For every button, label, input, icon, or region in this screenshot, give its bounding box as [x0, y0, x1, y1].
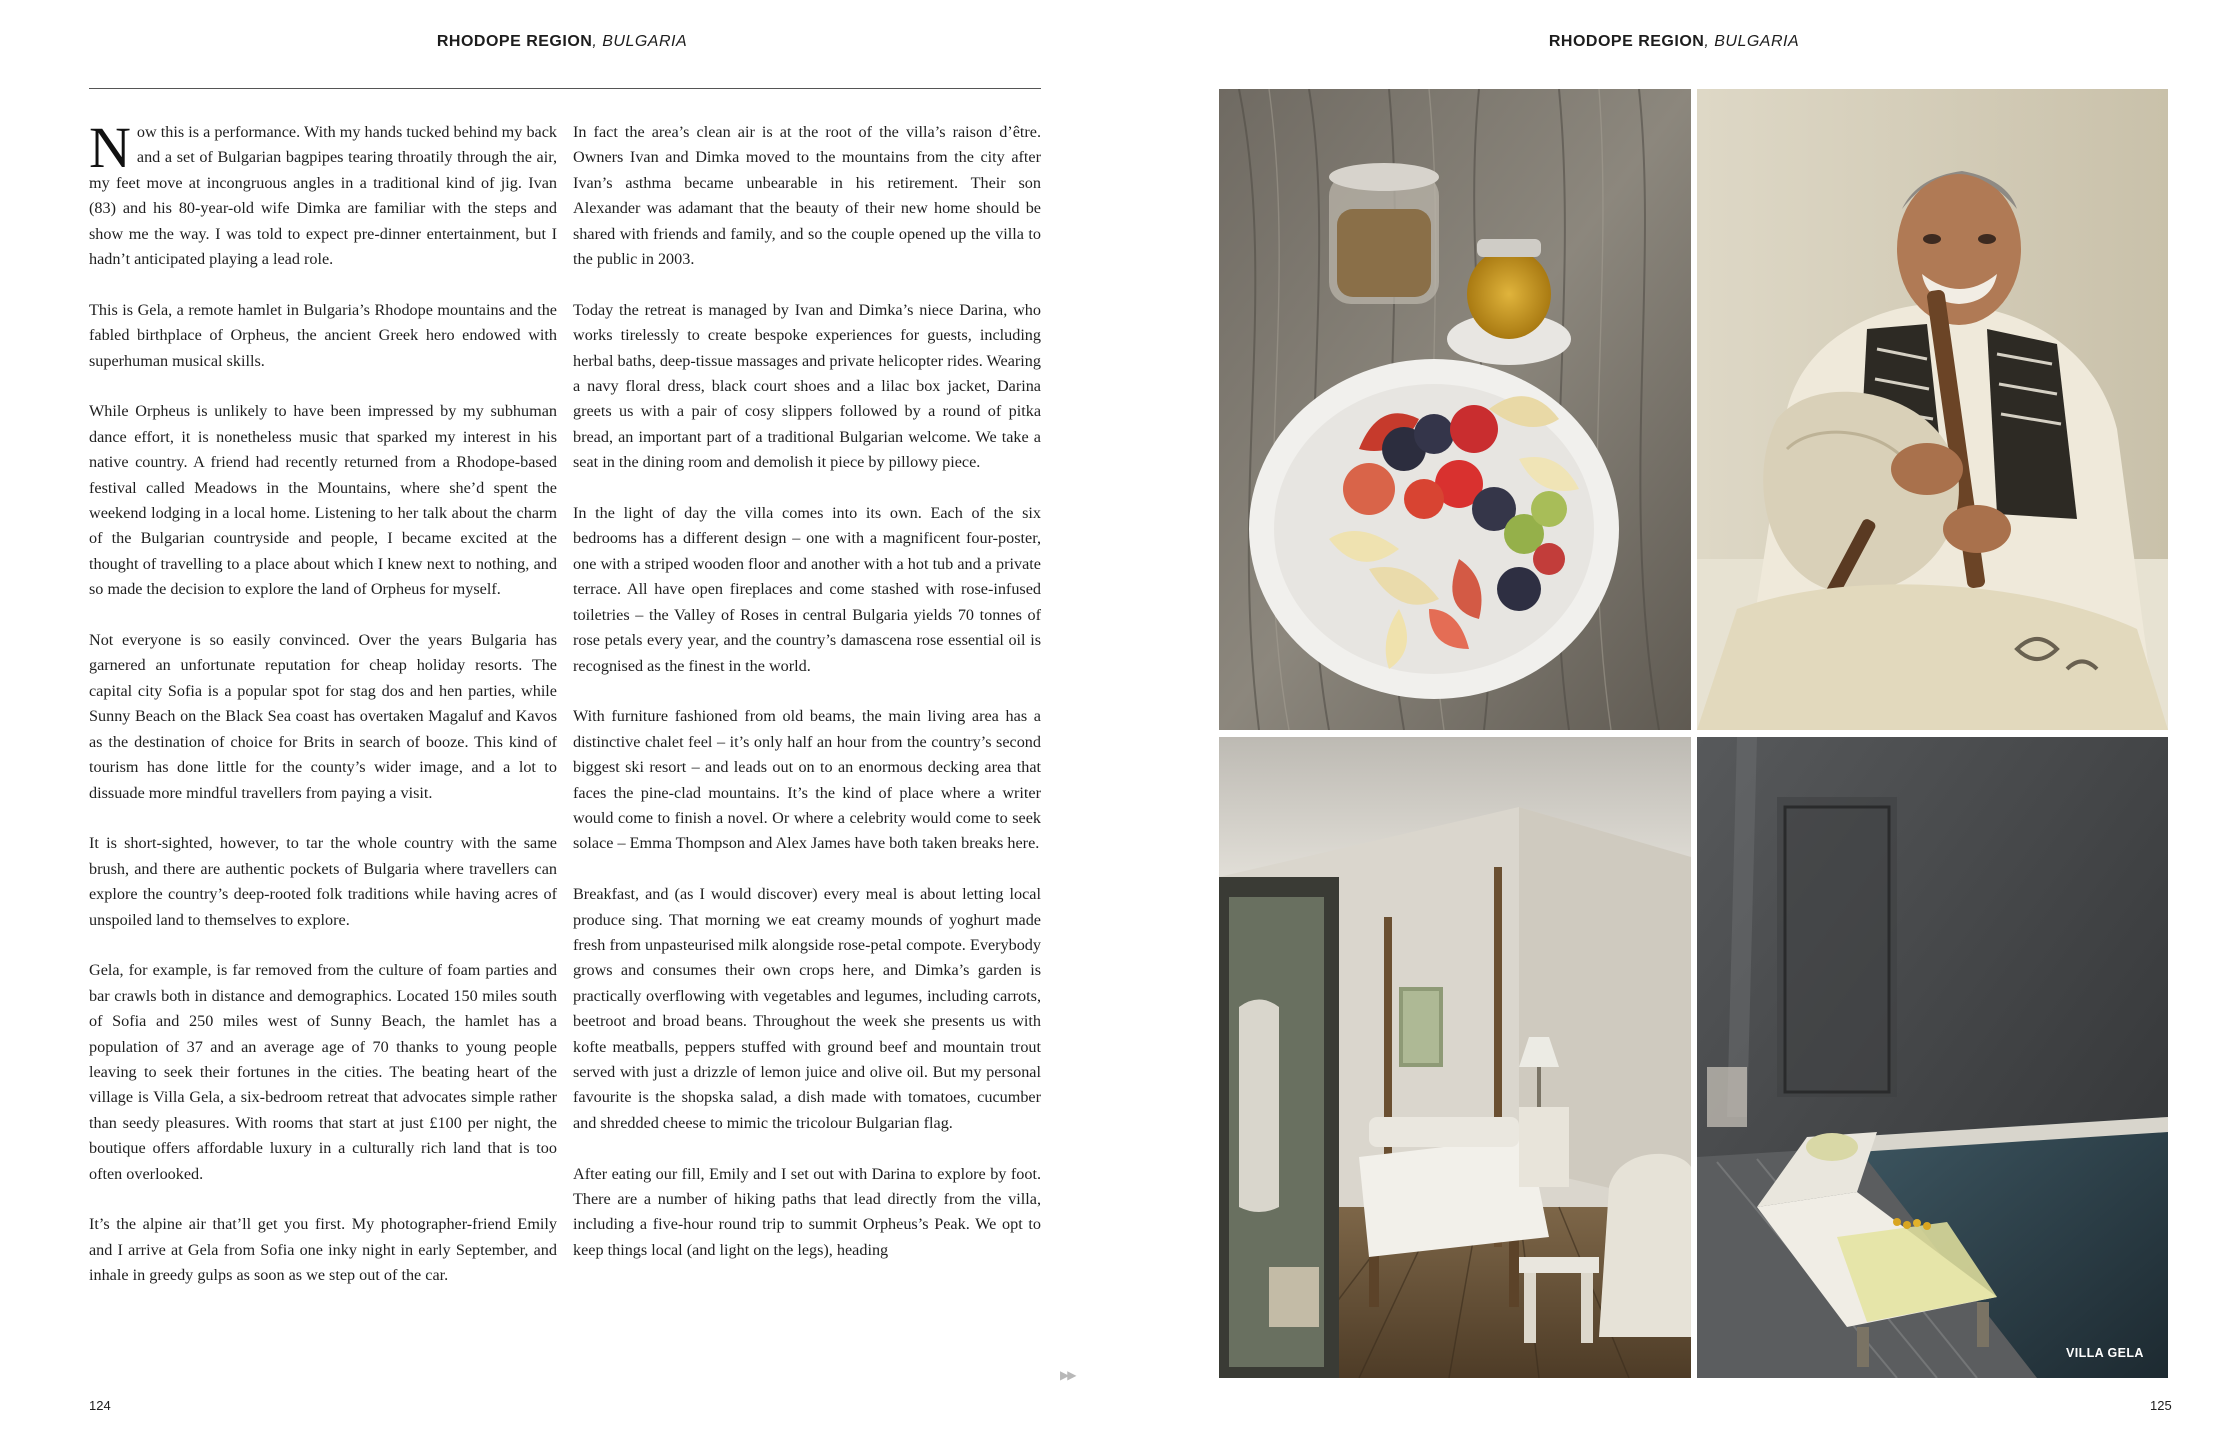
photo-fruit-plate	[1219, 89, 1691, 730]
photo-indoor-pool	[1697, 737, 2168, 1378]
page-number: 124	[89, 1398, 111, 1413]
text-column-1	[89, 115, 557, 1289]
running-head-region: RHODOPE REGION	[1548, 33, 1705, 50]
paragraph: With furniture fashioned from old beams, the main living area has a distinctive chalet feel – it’s only half an hour from the country’s second biggest ski resort – and leads out on to an enormous decking area that faces the pine-clad mountains. It’s the kind of place where a writer would come to finish a novel. Or where a celebrity would come to seek solace – Emma Thompson and Alex James have both taken breaks here.	[573, 707, 1041, 853]
paragraph-opening	[89, 115, 557, 272]
drop-cap: N	[89, 115, 131, 180]
running-head-region: RHODOPE REGION	[436, 33, 593, 50]
paragraph: Breakfast, and (as I would discover) every meal is about letting local produce sing. That morning we eat creamy mounds of yoghurt made fresh from unpasteurised milk alongside rose-petal compote. Everybody grows and consumes their own crops here, and Dimka’s garden is practically overflowing with vegetables and legumes, including carrots, beetroot and broad beans. Throughout the week she presents us with kofte meatballs, peppers stuffed with ground beef and mountain trout served with just a drizzle of lemon juice and olive oil. But my personal favourite is the shopska salad, a dish made with tomatoes, cucumber and shredded cheese to mimic the tricolour Bulgarian flag.	[573, 885, 1041, 1132]
photo-bagpiper	[1697, 89, 2168, 730]
paragraph: It is short-sighted, however, to tar the whole country with the same brush, and there are authentic pockets of Bulgaria where travellers can explore the country’s deep-rooted folk traditions while having acres of unspoiled land to themselves to explore.	[89, 834, 557, 929]
paragraph: In the light of day the villa comes into its own. Each of the six bedrooms has a different design – one with a magnificent four-poster, one with a striped wooden floor and another with a hot tub and a private terrace. All have open fireplaces and come stashed with rose-infused toiletries – the Valley of Roses in central Bulgaria yields 70 tonnes of rose petals every year, and the country’s damascena rose essential oil is recognised as the finest in the world.	[573, 504, 1041, 675]
double-triangle-right-icon: ▶▶	[1060, 1368, 1075, 1382]
running-head-left	[0, 33, 1116, 51]
running-head-country: , BULGARIA	[1704, 33, 1800, 50]
paragraph: While Orpheus is unlikely to have been impressed by my subhuman dance effort, it is nonetheless music that sparked my interest in his native country. A friend had recently returned from a Rhodope-based festival called Meadows in the Mountains, where she’d spent the weekend lodging in a local home. Listening to her talk about the charm of the Bulgarian countryside and people, I became excited at the thought of travelling to a place about which I knew next to nothing, and so made the decision to explore the land of Orpheus for myself.	[89, 402, 557, 599]
text-column-2	[573, 120, 1041, 1263]
paragraph: This is Gela, a remote hamlet in Bulgaria’s Rhodope mountains and the fabled birthplace of Orpheus, the ancient Greek hero endowed with superhuman musical skills.	[89, 300, 557, 370]
opening-text: ow this is a performance. With my hands tucked behind my back and a set of Bulgarian bagpipes tearing throatily through the air, my feet move at incongruous angles in a traditional kind of jig. Ivan (83) and his 80-year-old wife Dimka are familiar with the steps and show me the way. I was told to expect pre-dinner entertainment, but I hadn’t anticipated playing a lead role.	[89, 123, 557, 269]
paragraph: Not everyone is so easily convinced. Over the years Bulgaria has garnered an unfortunate reputation for cheap holiday resorts. The capital city Sofia is a popular spot for stag dos and hen parties, while Sunny Beach on the Black Sea coast has overtaken Magaluf and Kavos as the destination of choice for Brits in search of booze. This kind of tourism has done little for the county’s wider image, and a lot to dissuade more mindful travellers from paying a visit.	[89, 631, 557, 802]
paragraph: In fact the area’s clean air is at the root of the villa’s raison d’être. Owners Ivan and Dimka moved to the mountains from the city after Ivan’s asthma became unbearable in his retirement. Their son Alexander was adamant that the beauty of their new home should be shared with friends and family, and so the couple opened up the villa to the public in 2003.	[573, 123, 1041, 269]
photo-credit: VILLA GELA	[2066, 1346, 2144, 1360]
page-number: 125	[2150, 1398, 2172, 1413]
header-rule	[89, 88, 1041, 89]
paragraph: Gela, for example, is far removed from the culture of foam parties and bar crawls both in distance and demographics. Located 150 miles south of Sofia and 250 miles west of Sunny Beach, the hamlet has a population of 37 and an average age of 70 thanks to young people leaving to seek their fortunes in the cities. The beating heart of the village is Villa Gela, a six-bedroom retreat that advocates simple rather than seedy pleasures. With rooms that start at just £100 per night, the boutique offers affordable luxury in a culturally rich land that is too often overlooked.	[89, 961, 557, 1183]
paragraph: After eating our fill, Emily and I set out with Darina to explore by foot. There are a number of hiking paths that lead directly from the villa, including a five-hour round trip to summit Orpheus’s Peak. We opt to keep things local (and light on the legs), heading	[573, 1164, 1041, 1259]
paragraph: Today the retreat is managed by Ivan and Dimka’s niece Darina, who works tirelessly to create bespoke experiences for guests, including herbal baths, deep-tissue massages and private helicopter rides. Wearing a navy floral dress, black court shoes and a lilac box jacket, Darina greets us with a pair of cosy slippers followed by a round of pitka bread, an important part of a traditional Bulgarian welcome. We take a seat in the dining room and demolish it piece by pillowy piece.	[573, 300, 1041, 472]
running-head-country: , BULGARIA	[592, 33, 688, 50]
photo-bedroom	[1219, 737, 1691, 1378]
running-head-right	[1116, 33, 2232, 51]
paragraph: It’s the alpine air that’ll get you first. My photographer-friend Emily and I arrive at Gela from Sofia one inky night in early September, and inhale in greedy gulps as soon as we step out of the car.	[89, 1215, 557, 1285]
